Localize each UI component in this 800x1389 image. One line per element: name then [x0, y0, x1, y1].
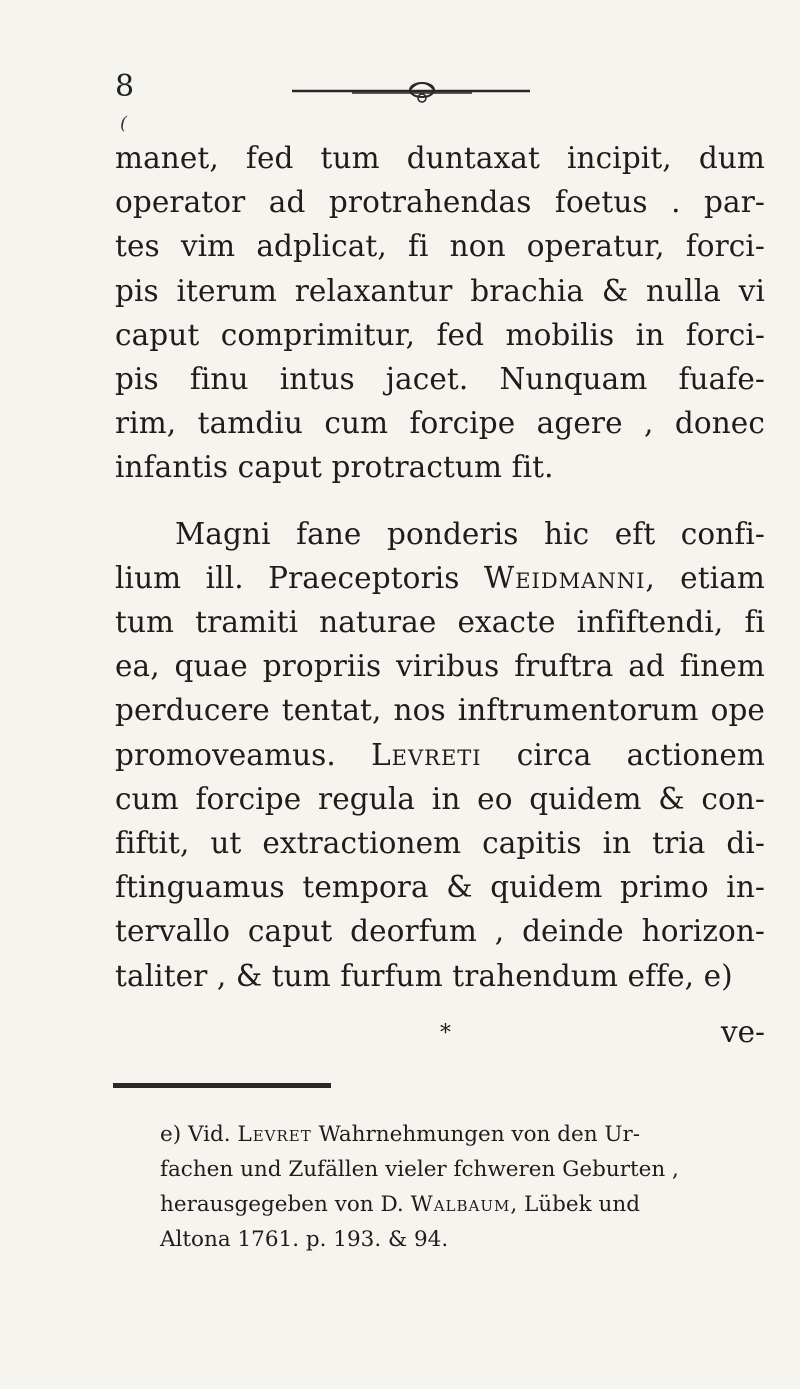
text-line-with-name	[115, 556, 765, 600]
text-fragment: , Lübek und	[510, 1192, 640, 1217]
text-fragment: etiam	[680, 560, 765, 595]
footnote-line	[120, 1187, 765, 1222]
author-name: Walbaum	[410, 1192, 511, 1217]
text-line: caput comprimitur, fed mobilis in forci-	[115, 317, 765, 352]
author-name: Levreti	[371, 737, 482, 772]
text-fragment: promoveamus.	[115, 737, 336, 772]
footnote-line: Altona 1761. p. 193. & 94.	[160, 1227, 449, 1252]
text-fragment: Wahrnehmungen von den Ur-	[318, 1122, 641, 1147]
footnote-line	[120, 1117, 765, 1152]
paragraph-gap	[115, 490, 765, 512]
stray-mark: (	[120, 113, 128, 134]
author-name: Weidmanni,	[483, 560, 656, 595]
text-line: ea, quae propriis viribus fruftra ad finem	[115, 649, 765, 684]
text-line: tervallo caput deorfum , deinde horizon-	[115, 914, 765, 949]
text-line: taliter , & tum furfum trahendum effe, e)	[115, 958, 733, 993]
text-line: operator ad protrahendas foetus . par-	[115, 185, 765, 220]
author-name: Levret	[237, 1122, 312, 1147]
text-line: fiftit, ut extractionem capitis in tria di-	[115, 826, 765, 861]
footnote-rule	[113, 1083, 331, 1088]
text-line: ftinguamus tempora & quidem primo in-	[115, 870, 765, 905]
text-line: pis finu intus jacet. Nunquam fuafe-	[115, 362, 765, 397]
text-line: perducere tentat, nos inftrumentorum ope	[115, 693, 765, 728]
text-fragment: herausgegeben von D.	[160, 1192, 404, 1217]
text-line: Magni fane ponderis hic eft confi-	[175, 516, 765, 551]
text-fragment: Vid.	[187, 1122, 231, 1147]
footnote-line: fachen und Zufällen vieler fchweren Geburten ,	[160, 1157, 679, 1182]
catchword: ve-	[720, 1015, 765, 1049]
text-line: manet, fed tum duntaxat incipit, dum	[115, 141, 765, 175]
text-line-with-name	[115, 733, 765, 777]
text-line: cum forcipe regula in eo quidem & con-	[115, 781, 765, 816]
text-line: tum tramiti naturae exacte infiftendi, fi	[115, 605, 765, 640]
text-line: pis iterum relaxantur brachia & nulla vi	[115, 273, 765, 308]
text-fragment: lium ill. Praeceptoris	[115, 560, 460, 595]
footnote	[120, 1117, 765, 1257]
page-number: 8	[115, 69, 135, 104]
header-ornament	[292, 80, 530, 104]
signature-mark: *	[440, 1021, 451, 1046]
text-line: rim, tamdiu cum forcipe agere , donec	[115, 406, 765, 441]
footnote-marker: e)	[160, 1122, 182, 1147]
text-line: tes vim adplicat, fi non operatur, forci-	[115, 229, 765, 264]
text-fragment: circa actionem	[516, 737, 765, 772]
text-line: infantis caput protractum fit.	[115, 450, 554, 485]
body-text	[115, 136, 765, 998]
